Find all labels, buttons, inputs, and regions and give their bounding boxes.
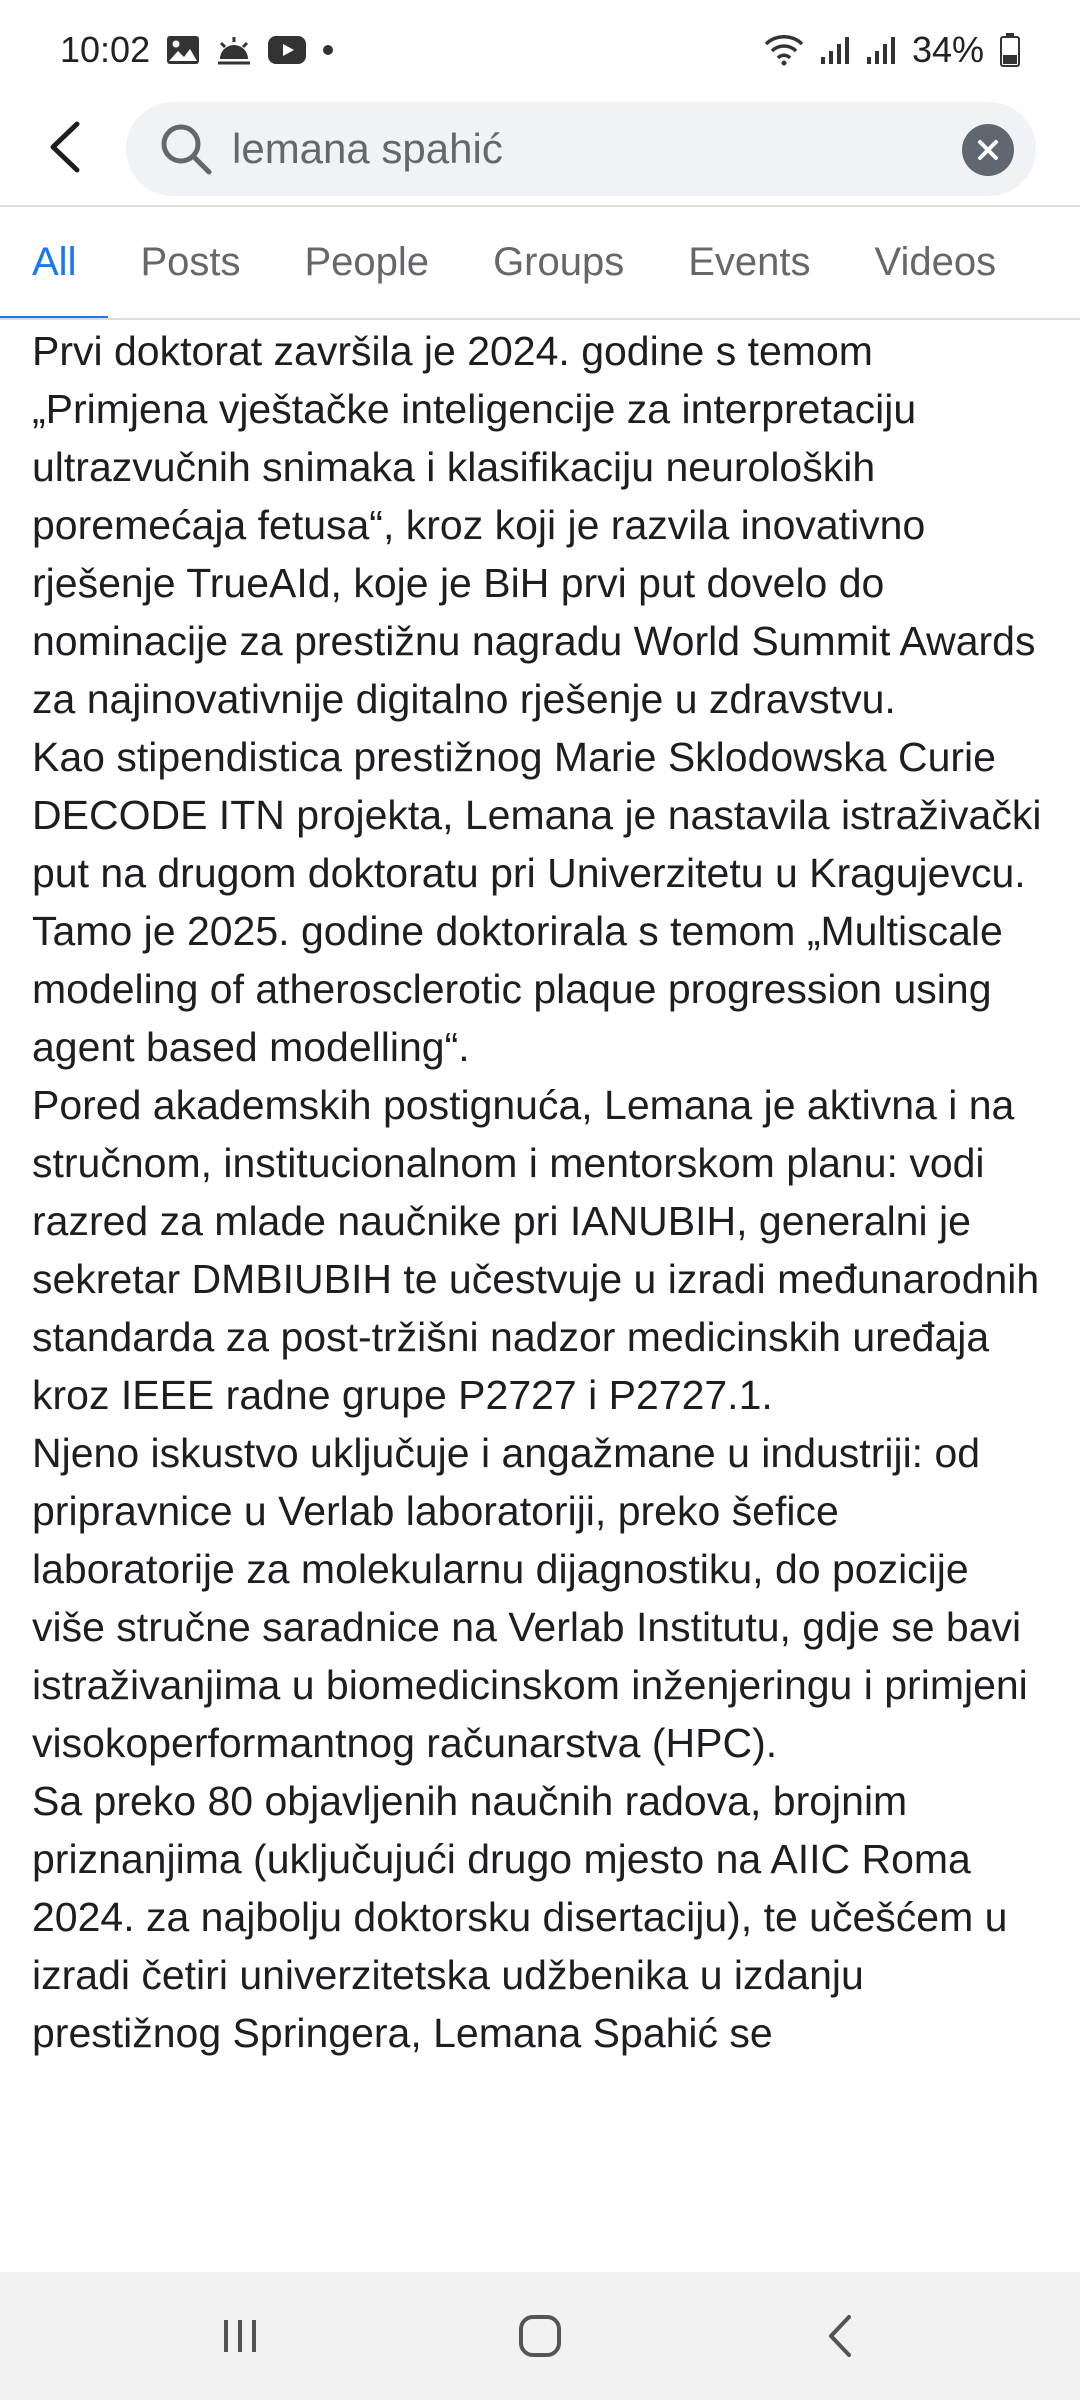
- tab-people[interactable]: People: [304, 240, 430, 284]
- status-right: [764, 29, 1020, 71]
- tab-all[interactable]: All: [0, 207, 108, 319]
- battery-text: 34%: [911, 29, 984, 70]
- search-header: [0, 100, 1080, 205]
- system-nav-bar: [0, 2272, 1080, 2400]
- home-button[interactable]: [490, 2296, 590, 2376]
- post-paragraph: Sa preko 80 objavljenih naučnih radova, brojnim priznanjima (uključujući drugo mjesto na AIIC Roma 2024. za najbolju doktorsku disertaciju), te učešćem u izradi četiri univerzitetska udžbenika u izdanju prestižnog Springera, Lemana Spahić se: [32, 1778, 1008, 2056]
- gallery-icon: [166, 35, 200, 65]
- search-box[interactable]: [126, 102, 1036, 196]
- recent-apps-icon: [220, 2318, 260, 2354]
- status-bar: [0, 0, 1080, 100]
- post-paragraph: Njeno iskustvo uključuje i angažmane u industriji: od pripravnice u Verlab laboratoriji, preko šefice laboratorije za molekularnu dijagnostiku, do pozicije više stručne saradnice na Verlab Institutu, gdje se bavi istraživanjima u biomedicinskom inženjeringu i primjeni visokoperformantnog računarstva (HPC).: [32, 1430, 1028, 1766]
- post-text: [32, 322, 1052, 2272]
- post-paragraph: Prvi doktorat završila je 2024. godine s temom „Primjena vještačke inteligencije za interpretaciju ultrazvučnih snimaka i klasifikaciju neuroloških poremećaja fetusa“, kroz koji je razvila inovativno rješenje TrueAId, koje je BiH prvi put dovelo do nominacije za prestižnu nagradu World Summit Awards za najinovativnije digitalno rješenje u zdravstvu.: [32, 328, 1036, 722]
- home-icon: [518, 2314, 562, 2358]
- wifi-icon: [764, 34, 804, 66]
- signal-icon: [820, 35, 850, 65]
- search-icon: [156, 119, 216, 179]
- tab-groups[interactable]: Groups: [493, 240, 625, 284]
- recent-apps-button[interactable]: [190, 2296, 290, 2376]
- tab-posts[interactable]: Posts: [140, 240, 241, 284]
- dot-icon: [322, 44, 334, 56]
- post-paragraph: Pored akademskih postignuća, Lemana je aktivna i na stručnom, institucionalnom i mentorskom planu: vodi razred za mlade naučnike pri IANUBIH, generalni je sekretar DMBIUBIH te učestvuje u izradi međunarodnih standarda za post-tržišni nadzor medicinskih uređaja kroz IEEE radne grupe P2727 i P2727.1.: [32, 1082, 1040, 1418]
- weather-icon: [216, 35, 252, 65]
- system-back-button[interactable]: [790, 2296, 890, 2376]
- search-input[interactable]: [230, 124, 924, 174]
- back-button[interactable]: [30, 112, 100, 182]
- tab-events[interactable]: Events: [688, 240, 811, 284]
- tab-videos[interactable]: Videos: [874, 240, 997, 284]
- youtube-icon: [268, 36, 306, 64]
- clear-search-button[interactable]: [962, 124, 1014, 176]
- post-paragraph: Kao stipendistica prestižnog Marie Sklodowska Curie DECODE ITN projekta, Lemana je nastavila istraživački put na drugom doktoratu pri Univerzitetu u Kragujevcu. Tamo je 2025. godine doktorirala s temom „Multiscale modeling of atherosclerotic plaque progression using agent based modelling“.: [32, 734, 1042, 1070]
- status-time: 10:02: [60, 29, 151, 70]
- signal-r-icon: [866, 35, 896, 65]
- back-arrow-icon: [45, 120, 85, 174]
- results-tabs: [0, 207, 1080, 320]
- status-left: [60, 29, 334, 71]
- close-icon: [976, 138, 1000, 162]
- battery-icon: [1000, 33, 1020, 67]
- back-icon: [827, 2314, 853, 2358]
